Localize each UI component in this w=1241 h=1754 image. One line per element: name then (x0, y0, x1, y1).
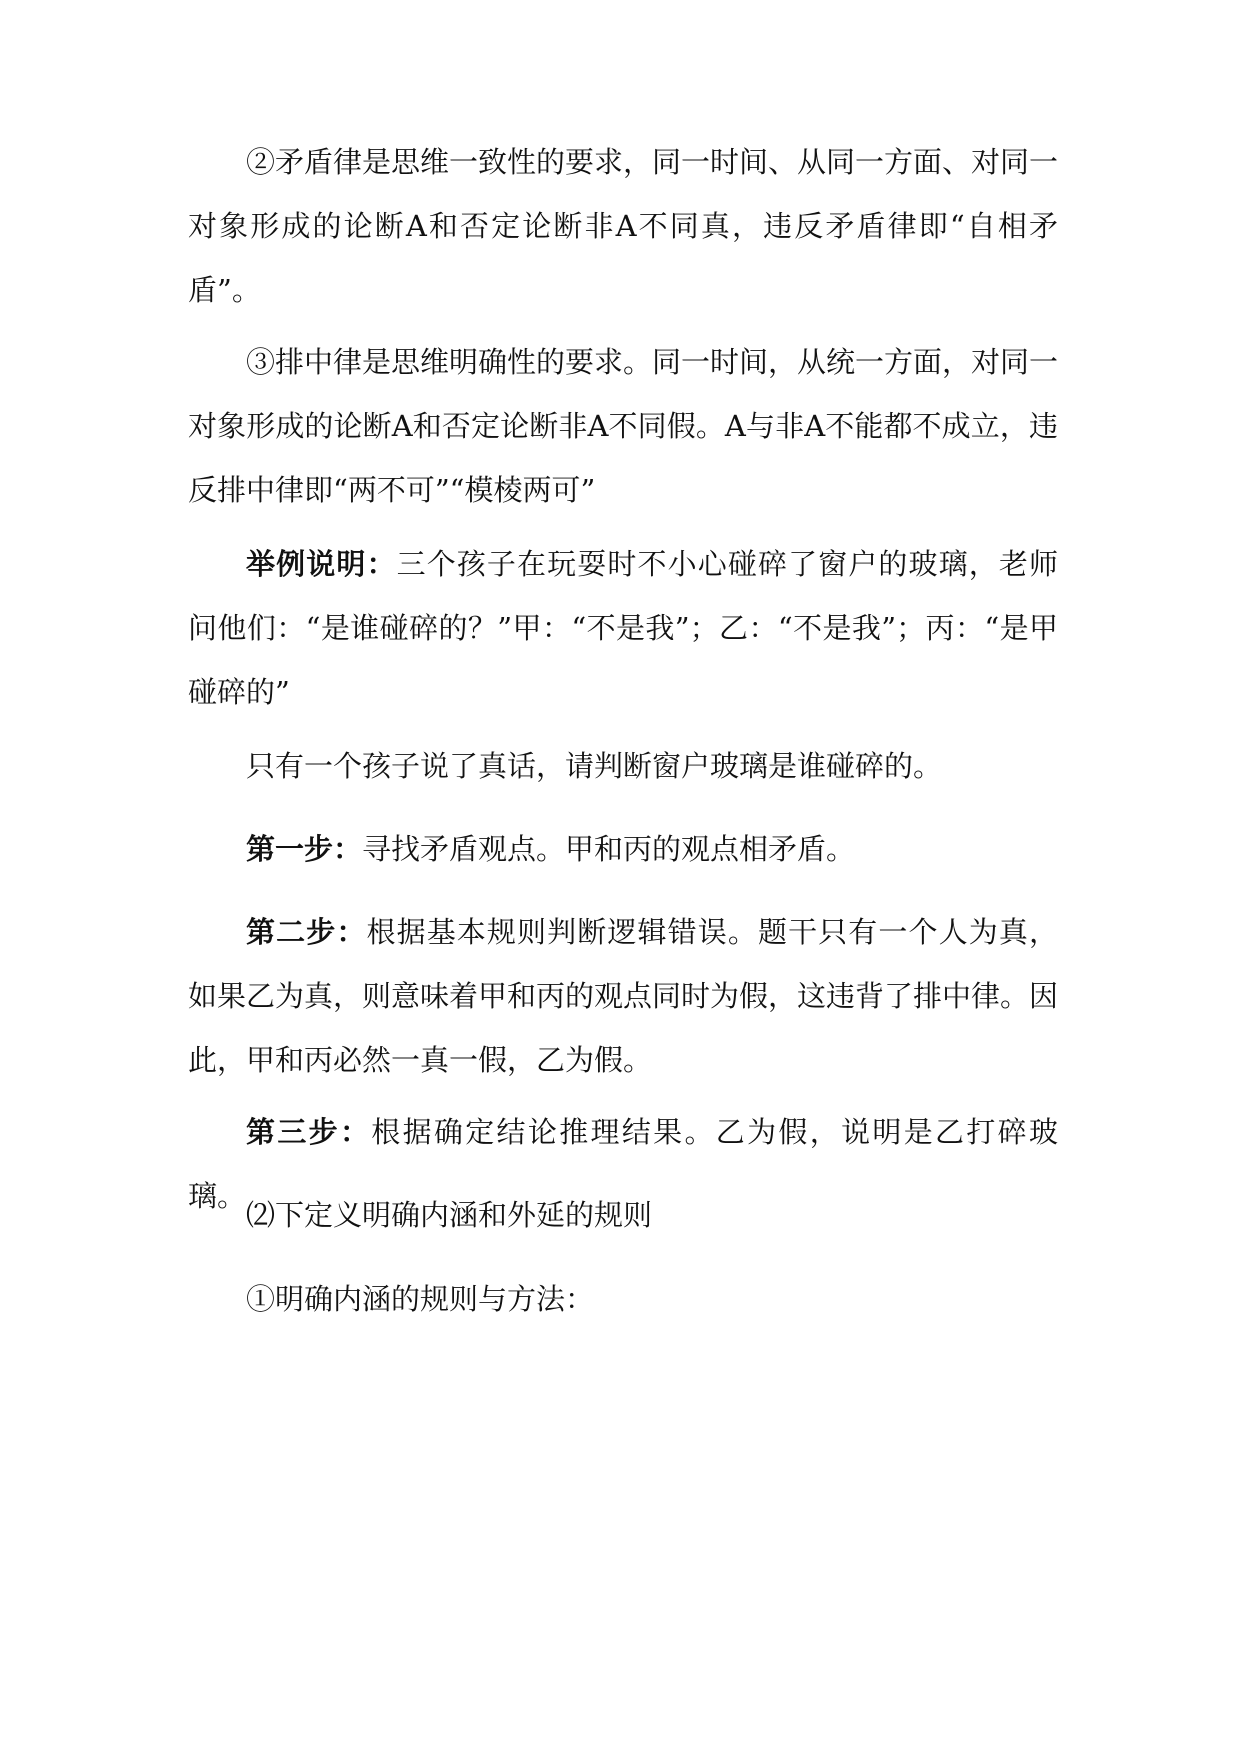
step-three-label: 第三步： (246, 1115, 372, 1149)
paragraph-step-two (188, 900, 1058, 1092)
paragraph-definition-heading (188, 1183, 1058, 1247)
paragraph-text: ⑵下定义明确内涵和外延的规则 (246, 1198, 653, 1232)
step-one-label: 第一步： (246, 832, 363, 866)
paragraph-text: ②矛盾律是思维一致性的要求，同一时间、从同一方面、对同一对象形成的论断A和否定论断非A不同真，违反矛盾律即“自相矛盾”。 (188, 145, 1059, 307)
paragraph-example (188, 532, 1058, 724)
paragraph-text: ③排中律是思维明确性的要求。同一时间，从统一方面，对同一对象形成的论断A和否定论断非A不同假。A与非A不能都不成立，违反排中律即“两不可”“模棱两可” (188, 345, 1059, 507)
paragraph-text: 根据基本规则判断逻辑错误。题干只有一个人为真，如果乙为真，则意味着甲和丙的观点同时为假，这违背了排中律。因此，甲和丙必然一真一假，乙为假。 (188, 915, 1059, 1077)
paragraph-text: 只有一个孩子说了真话，请判断窗户玻璃是谁碰碎的。 (246, 749, 943, 783)
example-label: 举例说明： (246, 547, 397, 581)
paragraph-step-one (188, 817, 1058, 881)
paragraph-question (188, 734, 1058, 798)
paragraph-text: ①明确内涵的规则与方法： (246, 1282, 595, 1316)
paragraph-contradiction-law (188, 130, 1058, 322)
paragraph-connotation-rules (188, 1267, 1058, 1331)
step-two-label: 第二步： (246, 915, 367, 949)
paragraph-text: 三个孩子在玩耍时不小心碰碎了窗户的玻璃，老师问他们：“是谁碰碎的？”甲：“不是我”；乙：“不是我”；丙：“是甲碰碎的” (188, 547, 1058, 709)
paragraph-excluded-middle-law (188, 330, 1058, 522)
paragraph-text: 寻找矛盾观点。甲和丙的观点相矛盾。 (362, 832, 856, 866)
paragraph-text: 根据确定结论推理结果。乙为假，说明是乙打碎玻璃。 (188, 1115, 1058, 1213)
